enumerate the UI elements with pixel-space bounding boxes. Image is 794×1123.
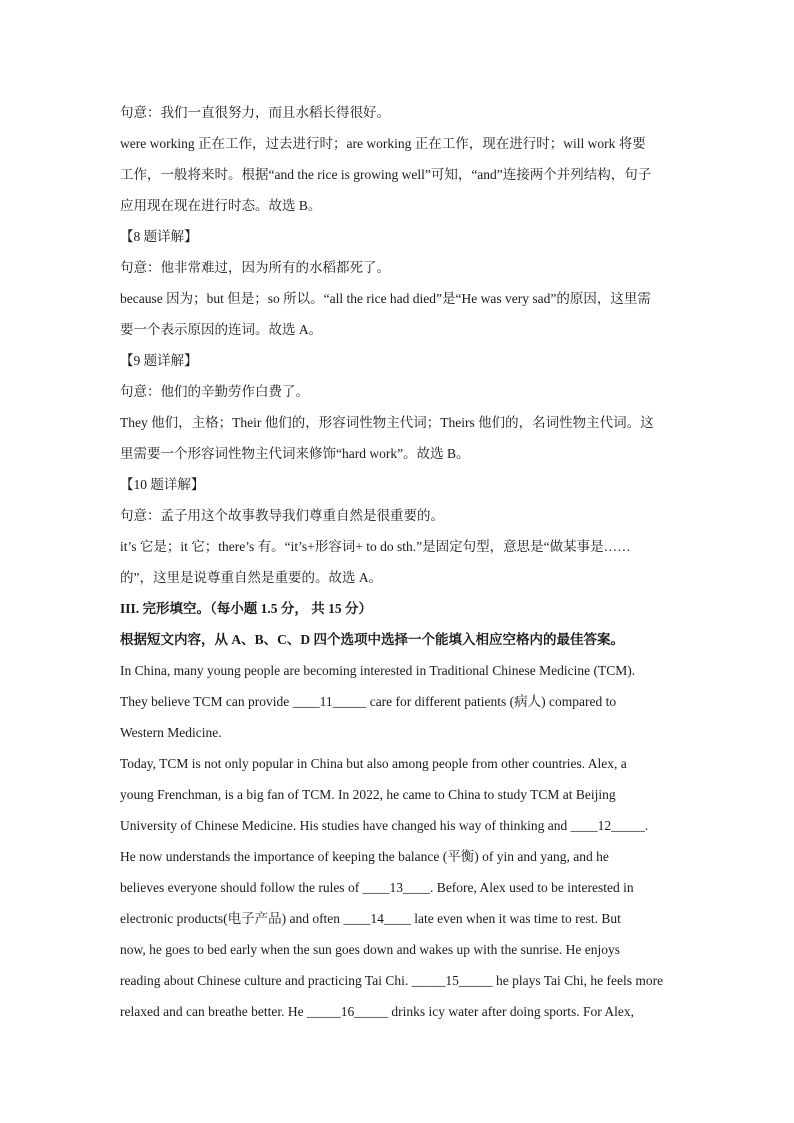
passage-line: young Frenchman, is a big fan of TCM. In 2022, he came to China to study TCM at Beijing [120,787,616,802]
passage-line: In China, many young people are becoming interested in Traditional Chinese Medicine (TCM). [120,663,636,678]
text-line: were working 正在工作，过去进行时；are working 正在工作，现在进行时；will work 将要 [120,136,646,151]
text-line: 句意：孟子用这个故事教导我们尊重自然是很重要的。 [120,508,444,523]
passage-line: now, he goes to bed early when the sun goes down and wakes up with the sunrise. He enjoys [120,942,621,957]
passage-line: University of Chinese Medicine. His studies have changed his way of thinking and ____12_____. [120,818,649,833]
section-heading: 【10 题详解】 [120,477,205,492]
passage-line: relaxed and can breathe better. He _____16_____ drinks icy water after doing sports. For Alex, [120,1004,634,1019]
passage-line: He now understands the importance of keeping the balance (平衡) of yin and yang, and he [120,849,609,864]
text-line: it’s 它是；it 它；there’s 有。“it’s+形容词+ to do sth.”是固定句型，意思是“做某事是…… [120,539,631,554]
text-line: 的”，这里是说尊重自然是重要的。故选 A。 [120,570,383,585]
passage-line: reading about Chinese culture and practicing Tai Chi. _____15_____ he plays Tai Chi, he feels more [120,973,664,988]
passage-line: They believe TCM can provide ____11_____ care for different patients (病人) compared to [120,694,617,709]
text-line: 应用现在现在进行时态。故选 B。 [120,198,322,213]
section-heading: 【8 题详解】 [120,229,198,244]
section-title: III. 完形填空。（每小题 1.5 分， 共 15 分） [120,601,373,616]
text-line: 句意：我们一直很努力，而且水稻长得很好。 [120,105,390,120]
text-line: 工作，一般将来时。根据“and the rice is growing well”可知，“and”连接两个并列结构，句子 [120,167,652,182]
text-line: 句意：他们的辛勤劳作白费了。 [120,384,309,399]
text-line: 要一个表示原因的连词。故选 A。 [120,322,323,337]
text-line: They 他们，主格；Their 他们的，形容词性物主代词；Theirs 他们的，名词性物主代词。这 [120,415,654,430]
text-line: 里需要一个形容词性物主代词来修饰“hard work”。故选 B。 [120,446,470,461]
passage-line: Today, TCM is not only popular in China but also among people from other countries. Alex, a [120,756,627,771]
text-line: because 因为；but 但是；so 所以。“all the rice had died”是“He was very sad”的原因，这里需 [120,291,651,306]
instructions: 根据短文内容，从 A、B、C、D 四个选项中选择一个能填入相应空格内的最佳答案。 [120,632,625,647]
passage-line: Western Medicine. [120,725,222,740]
passage-line: electronic products(电子产品) and often ____14____ late even when it was time to rest. But [120,911,621,926]
section-heading: 【9 题详解】 [120,353,198,368]
passage-line: believes everyone should follow the rules of ____13____. Before, Alex used to be interested in [120,880,634,895]
text-line: 句意：他非常难过，因为所有的水稻都死了。 [120,260,390,275]
